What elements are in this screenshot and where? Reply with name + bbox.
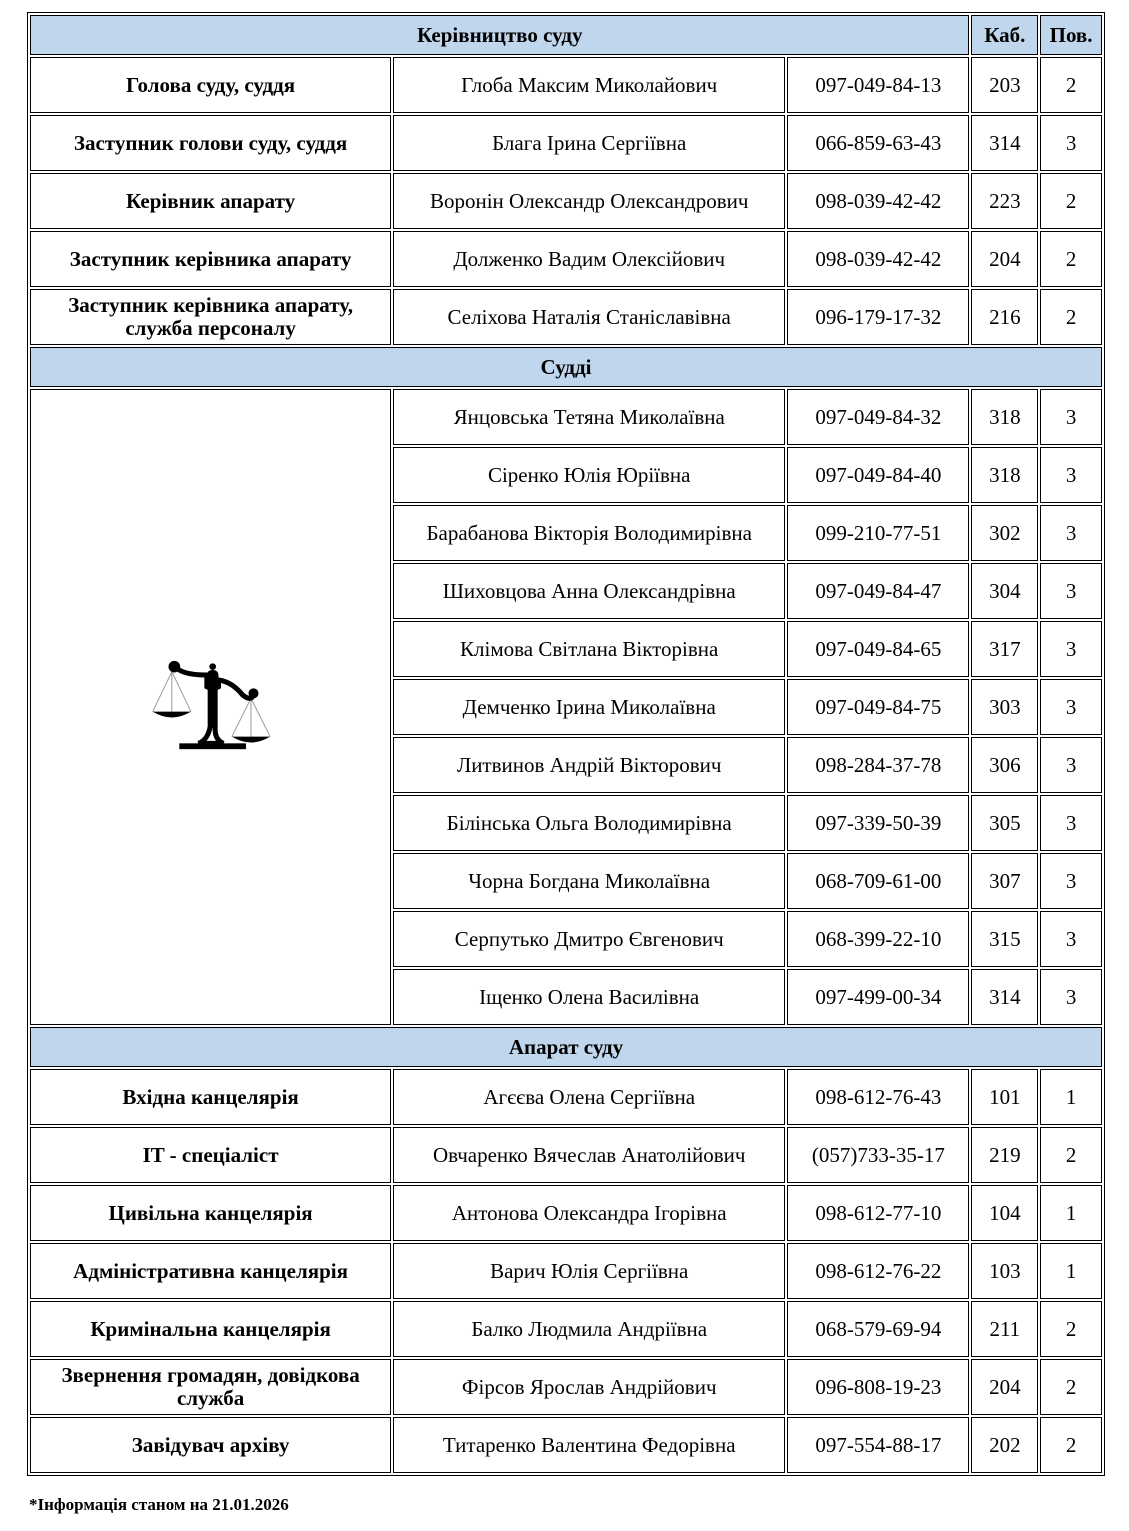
- name-cell: Чорна Богдана Миколаївна: [393, 853, 785, 909]
- phone-cell: 097-049-84-47: [787, 563, 969, 619]
- floor-cell: 3: [1040, 505, 1102, 561]
- table-row: [30, 231, 1102, 287]
- table-row: [30, 289, 1102, 345]
- room-column-header: Каб.: [971, 15, 1038, 55]
- table-row: [30, 389, 1102, 445]
- section-heading: Судді: [30, 347, 1102, 387]
- room-cell: 203: [971, 57, 1038, 113]
- phone-cell: 096-179-17-32: [787, 289, 969, 345]
- phone-cell: 097-049-84-75: [787, 679, 969, 735]
- position-cell: Звернення громадян, довідкова служба: [30, 1359, 391, 1415]
- room-cell: 318: [971, 389, 1038, 445]
- floor-cell: 3: [1040, 911, 1102, 967]
- position-cell: IT - спеціаліст: [30, 1127, 391, 1183]
- floor-cell: 2: [1040, 1301, 1102, 1357]
- position-cell: Заступник голови суду, суддя: [30, 115, 391, 171]
- phone-cell: 097-554-88-17: [787, 1417, 969, 1473]
- floor-cell: 3: [1040, 679, 1102, 735]
- phone-cell: 066-859-63-43: [787, 115, 969, 171]
- scales-of-justice-icon: [30, 389, 391, 1025]
- phone-cell: 098-612-76-43: [787, 1069, 969, 1125]
- name-cell: Шиховцова Анна Олександрівна: [393, 563, 785, 619]
- position-cell: Голова суду, суддя: [30, 57, 391, 113]
- room-cell: 103: [971, 1243, 1038, 1299]
- position-cell: Кримінальна канцелярія: [30, 1301, 391, 1357]
- floor-cell: 1: [1040, 1185, 1102, 1241]
- name-cell: Литвинов Андрій Вікторович: [393, 737, 785, 793]
- table-row: [30, 1417, 1102, 1473]
- name-cell: Іщенко Олена Василівна: [393, 969, 785, 1025]
- section-heading: Керівництво суду: [30, 15, 969, 55]
- name-cell: Селіхова Наталія Станіславівна: [393, 289, 785, 345]
- table-row: [30, 1301, 1102, 1357]
- phone-cell: 068-709-61-00: [787, 853, 969, 909]
- phone-cell: 097-049-84-65: [787, 621, 969, 677]
- room-cell: 202: [971, 1417, 1038, 1473]
- leadership-header-row: [30, 15, 1102, 55]
- floor-cell: 3: [1040, 389, 1102, 445]
- floor-cell: 3: [1040, 853, 1102, 909]
- name-cell: Овчаренко Вячеслав Анатолійович: [393, 1127, 785, 1183]
- position-cell: Вхідна канцелярія: [30, 1069, 391, 1125]
- phone-cell: 098-039-42-42: [787, 231, 969, 287]
- room-cell: 204: [971, 231, 1038, 287]
- floor-cell: 2: [1040, 57, 1102, 113]
- name-cell: Янцовська Тетяна Миколаївна: [393, 389, 785, 445]
- name-cell: Титаренко Валентина Федорівна: [393, 1417, 785, 1473]
- room-cell: 204: [971, 1359, 1038, 1415]
- name-cell: Серпутько Дмитро Євгенович: [393, 911, 785, 967]
- floor-cell: 3: [1040, 447, 1102, 503]
- room-cell: 219: [971, 1127, 1038, 1183]
- name-cell: Клімова Світлана Вікторівна: [393, 621, 785, 677]
- phone-cell: 097-049-84-32: [787, 389, 969, 445]
- name-cell: Глоба Максим Миколайович: [393, 57, 785, 113]
- room-cell: 318: [971, 447, 1038, 503]
- name-cell: Барабанова Вікторія Володимирівна: [393, 505, 785, 561]
- room-cell: 211: [971, 1301, 1038, 1357]
- phone-cell: 097-499-00-34: [787, 969, 969, 1025]
- name-cell: Білінська Ольга Володимирівна: [393, 795, 785, 851]
- room-cell: 302: [971, 505, 1038, 561]
- room-cell: 104: [971, 1185, 1038, 1241]
- room-cell: 101: [971, 1069, 1038, 1125]
- position-cell: Цивільна канцелярія: [30, 1185, 391, 1241]
- phone-cell: (057)733-35-17: [787, 1127, 969, 1183]
- table-row: [30, 57, 1102, 113]
- table-row: [30, 1243, 1102, 1299]
- position-cell: Заступник керівника апарату, служба персоналу: [30, 289, 391, 345]
- room-cell: 303: [971, 679, 1038, 735]
- phone-cell: 098-612-77-10: [787, 1185, 969, 1241]
- table-row: [30, 173, 1102, 229]
- name-cell: Блага Ірина Сергіївна: [393, 115, 785, 171]
- judges-header-row: [30, 347, 1102, 387]
- room-cell: 314: [971, 969, 1038, 1025]
- room-cell: 223: [971, 173, 1038, 229]
- name-cell: Долженко Вадим Олексійович: [393, 231, 785, 287]
- floor-cell: 3: [1040, 115, 1102, 171]
- room-cell: 315: [971, 911, 1038, 967]
- position-cell: Заступник керівника апарату: [30, 231, 391, 287]
- room-cell: 307: [971, 853, 1038, 909]
- phone-cell: 098-612-76-22: [787, 1243, 969, 1299]
- court-contacts-table: [27, 12, 1105, 1476]
- phone-cell: 098-039-42-42: [787, 173, 969, 229]
- phone-cell: 068-579-69-94: [787, 1301, 969, 1357]
- floor-cell: 2: [1040, 231, 1102, 287]
- phone-cell: 068-399-22-10: [787, 911, 969, 967]
- table-row: [30, 1127, 1102, 1183]
- floor-cell: 2: [1040, 1127, 1102, 1183]
- floor-cell: 2: [1040, 1359, 1102, 1415]
- floor-cell: 3: [1040, 621, 1102, 677]
- floor-cell: 3: [1040, 969, 1102, 1025]
- table-row: [30, 1069, 1102, 1125]
- room-cell: 216: [971, 289, 1038, 345]
- room-cell: 314: [971, 115, 1038, 171]
- position-cell: Завідувач архіву: [30, 1417, 391, 1473]
- phone-cell: 099-210-77-51: [787, 505, 969, 561]
- floor-cell: 3: [1040, 795, 1102, 851]
- phone-cell: 097-049-84-13: [787, 57, 969, 113]
- floor-cell: 3: [1040, 563, 1102, 619]
- floor-cell: 2: [1040, 289, 1102, 345]
- phone-cell: 098-284-37-78: [787, 737, 969, 793]
- floor-cell: 2: [1040, 173, 1102, 229]
- name-cell: Варич Юлія Сергіївна: [393, 1243, 785, 1299]
- name-cell: Фірсов Ярослав Андрійович: [393, 1359, 785, 1415]
- floor-cell: 3: [1040, 737, 1102, 793]
- footnote: *Інформація станом на 21.01.2026: [29, 1495, 289, 1514]
- name-cell: Воронін Олександр Олександрович: [393, 173, 785, 229]
- name-cell: Агєєва Олена Сергіївна: [393, 1069, 785, 1125]
- name-cell: Балко Людмила Андріївна: [393, 1301, 785, 1357]
- phone-cell: 097-049-84-40: [787, 447, 969, 503]
- phone-cell: 096-808-19-23: [787, 1359, 969, 1415]
- name-cell: Демченко Ірина Миколаївна: [393, 679, 785, 735]
- floor-cell: 1: [1040, 1243, 1102, 1299]
- room-cell: 306: [971, 737, 1038, 793]
- floor-column-header: Пов.: [1040, 15, 1102, 55]
- position-cell: Керівник апарату: [30, 173, 391, 229]
- room-cell: 317: [971, 621, 1038, 677]
- position-cell: Адміністративна канцелярія: [30, 1243, 391, 1299]
- name-cell: Антонова Олександра Ігорівна: [393, 1185, 785, 1241]
- floor-cell: 1: [1040, 1069, 1102, 1125]
- section-heading: Апарат суду: [30, 1027, 1102, 1067]
- room-cell: 304: [971, 563, 1038, 619]
- room-cell: 305: [971, 795, 1038, 851]
- staff-header-row: [30, 1027, 1102, 1067]
- name-cell: Сіренко Юлія Юріївна: [393, 447, 785, 503]
- phone-cell: 097-339-50-39: [787, 795, 969, 851]
- table-row: [30, 115, 1102, 171]
- floor-cell: 2: [1040, 1417, 1102, 1473]
- table-row: [30, 1185, 1102, 1241]
- table-row: [30, 1359, 1102, 1415]
